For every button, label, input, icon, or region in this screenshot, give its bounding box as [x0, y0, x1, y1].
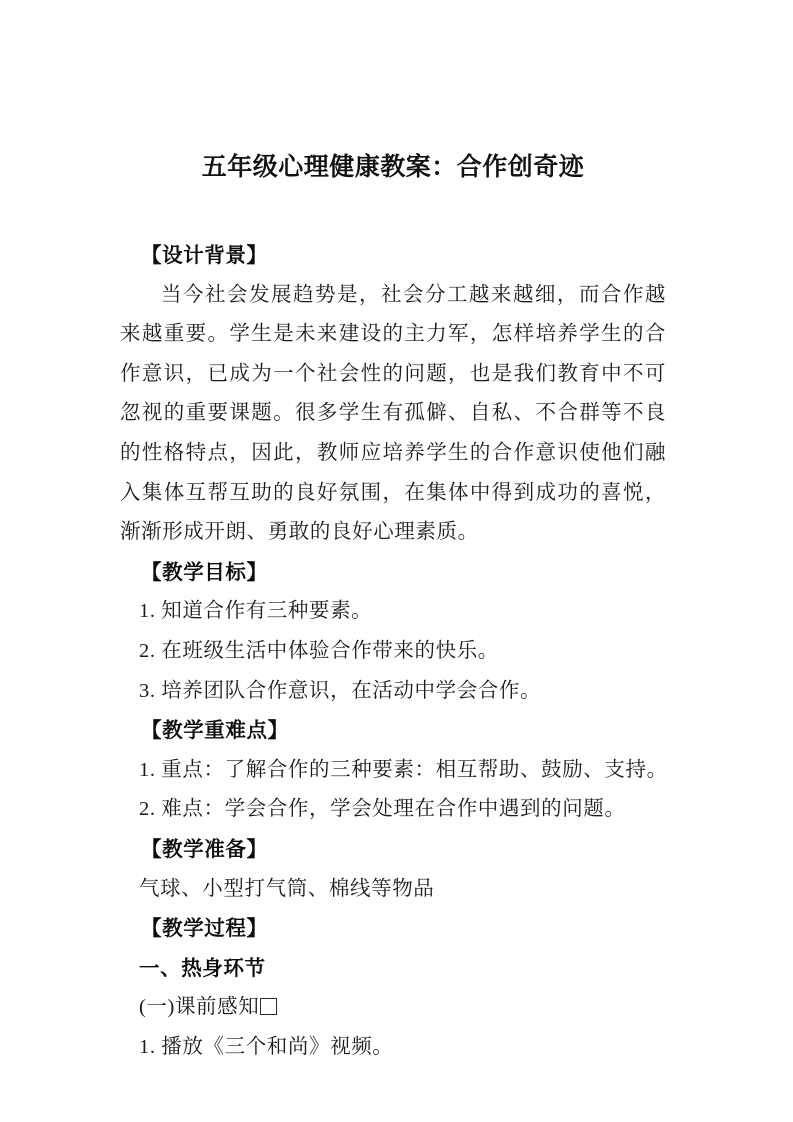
list-item: 2. 难点：学会合作，学会处理在合作中遇到的问题。	[139, 798, 626, 821]
list-item: 2. 在班级生活中体验合作带来的快乐。	[139, 639, 499, 662]
section-heading-teaching-process: 【教学过程】	[141, 917, 268, 941]
substep-heading-text: (一)课前感知	[139, 996, 260, 1019]
section-heading-teaching-preparation: 【教学准备】	[141, 837, 268, 861]
subsection-heading-warm-up: 一、热身环节	[139, 956, 266, 980]
section-heading-key-difficult-points: 【教学重难点】	[141, 719, 289, 743]
list-item: 1. 重点：了解合作的三种要素：相互帮助、鼓励、支持。	[139, 758, 668, 781]
substep-heading-pre-class-perception	[120, 988, 666, 1028]
document-body	[120, 236, 666, 1067]
list-item: 1. 播放《三个和尚》视频。	[139, 1035, 394, 1058]
paragraph-design-background: 当今社会发展趋势是，社会分工越来越细，而合作越来越重要。学生是未来建设的主力军，怎样培养学生的合作意识，已成为一个社会性的问题，也是我们教育中不可忽视的重要课题。很多学生有孤僻、自私、不合群等不良的性格特点，因此，教师应培养学生的合作意识使他们融入集体互帮互助的良好氛围，在集体中得到成功的喜悦，渐渐形成开朗、勇敢的良好心理素质。	[120, 283, 666, 544]
list-item: 3. 培养团队合作意识，在活动中学会合作。	[139, 679, 542, 702]
section-heading-design-background: 【设计背景】	[141, 244, 268, 267]
page-title: 五年级心理健康教案：合作创奇迹	[201, 153, 585, 181]
list-item: 1. 知道合作有三种要素。	[139, 600, 373, 623]
section-heading-teaching-objectives: 【教学目标】	[141, 560, 268, 584]
teaching-preparation-materials: 气球、小型打气筒、棉线等物品	[139, 877, 435, 900]
missing-character-box-icon	[260, 998, 277, 1015]
